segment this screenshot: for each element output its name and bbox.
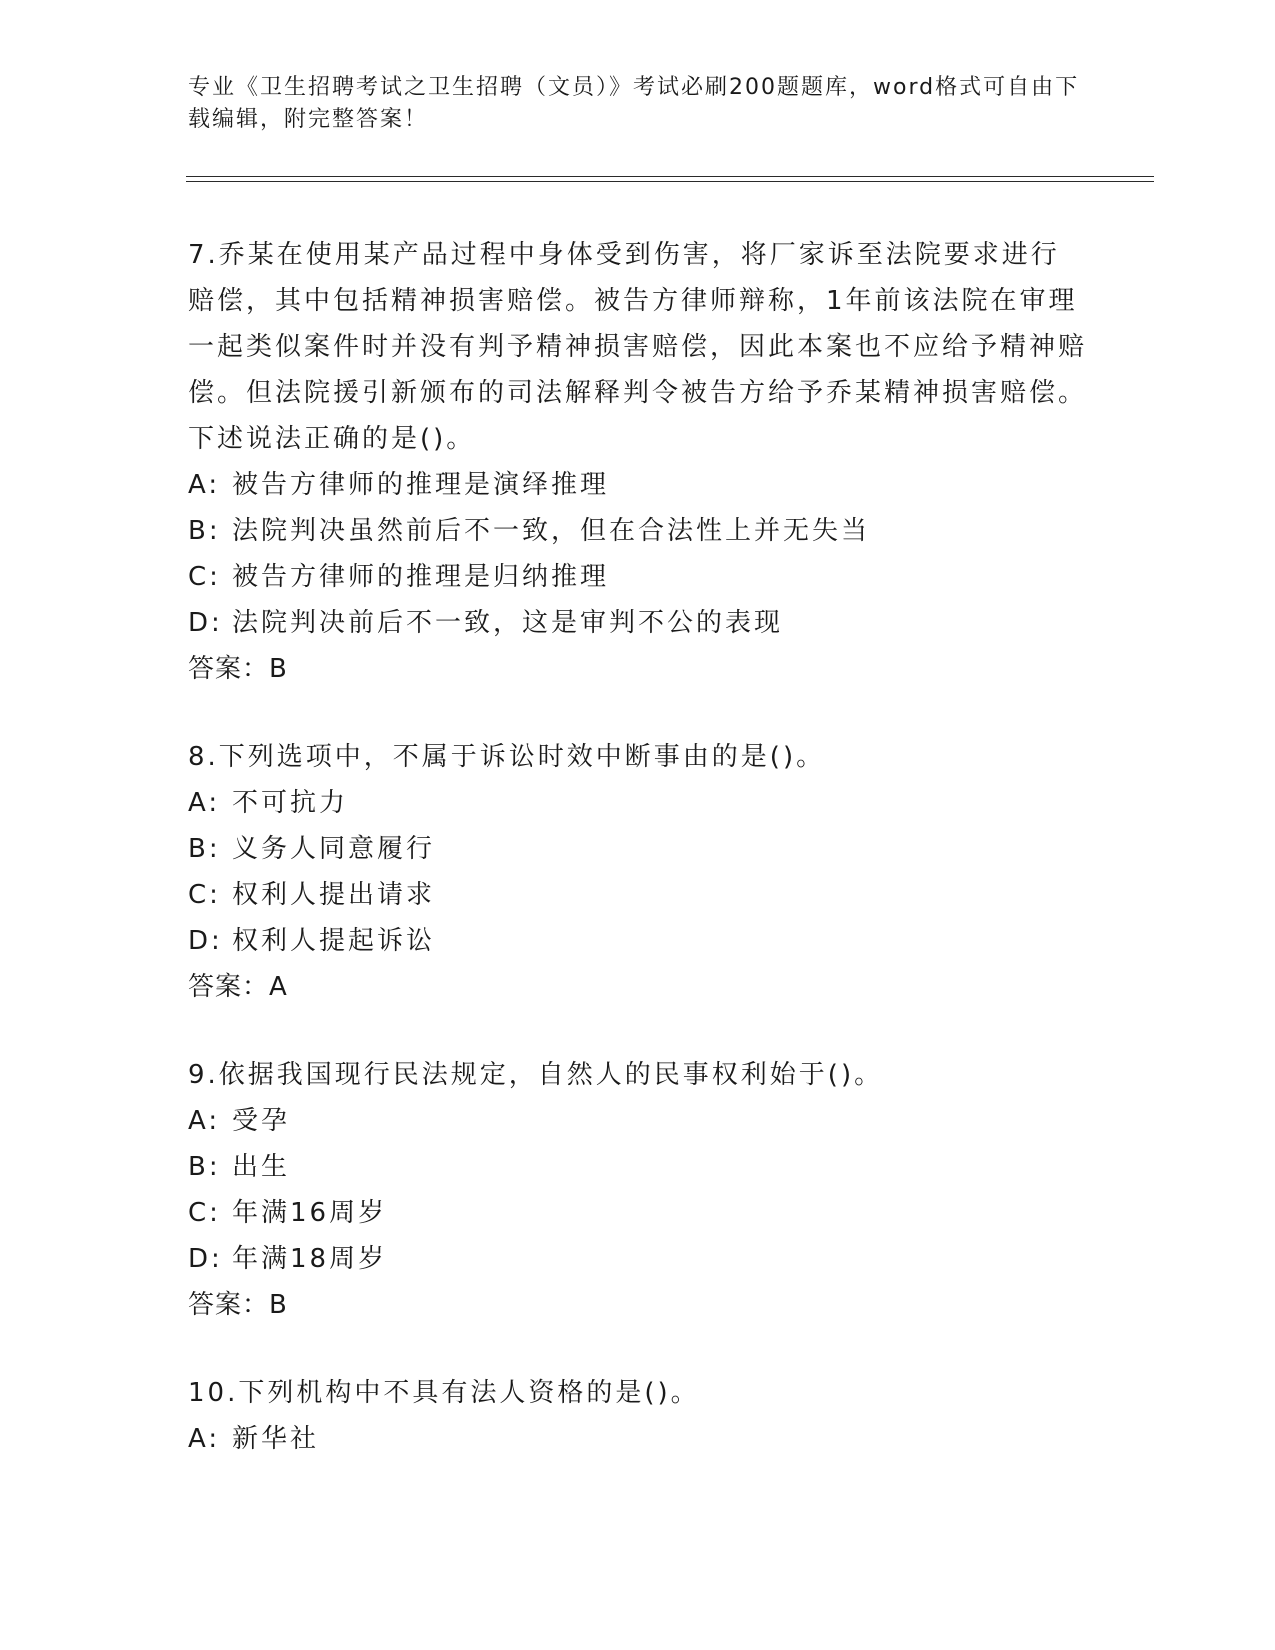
option-text: 义务人同意履行 bbox=[232, 834, 436, 864]
option-letter: A: bbox=[188, 1424, 221, 1454]
option-text: 新华社 bbox=[232, 1424, 320, 1454]
option-b bbox=[188, 508, 1088, 554]
option-a bbox=[188, 780, 1088, 826]
option-b bbox=[188, 826, 1088, 872]
answer: 答案：B bbox=[188, 654, 288, 684]
option-letter: C: bbox=[188, 1198, 221, 1228]
question-stem: 9.依据我国现行民法规定，自然人的民事权利始于()。 bbox=[188, 1060, 884, 1090]
option-letter: A: bbox=[188, 1106, 221, 1136]
option-text: 法院判决虽然前后不一致，但在合法性上并无失当 bbox=[232, 516, 871, 546]
option-b bbox=[188, 1144, 1088, 1190]
question-stem: 10.下列机构中不具有法人资格的是()。 bbox=[188, 1378, 700, 1408]
question-8 bbox=[188, 734, 1088, 1010]
option-text: 权利人提起诉讼 bbox=[232, 926, 436, 956]
option-text: 权利人提出请求 bbox=[232, 880, 436, 910]
option-d bbox=[188, 1236, 1088, 1282]
answer: 答案：B bbox=[188, 1290, 288, 1320]
option-text: 年满16周岁 bbox=[232, 1198, 388, 1228]
question-stem: 8.下列选项中，不属于诉讼时效中断事由的是()。 bbox=[188, 742, 826, 772]
document-header: 专业《卫生招聘考试之卫生招聘（文员）》考试必刷200题题库，word格式可自由下载编辑，附完整答案！ bbox=[188, 75, 1080, 132]
question-9 bbox=[188, 1052, 1088, 1328]
question-stem: 7.乔某在使用某产品过程中身体受到伤害，将厂家诉至法院要求进行赔偿，其中包括精神损害赔偿。被告方律师辩称，1年前该法院在审理一起类似案件时并没有判予精神损害赔偿，因此本案也不应给予精神赔偿。但法院援引新颁布的司法解释判令被告方给予乔某精神损害赔偿。下述说法正确的是()。 bbox=[188, 240, 1088, 454]
option-a bbox=[188, 1098, 1088, 1144]
option-letter: B: bbox=[188, 1152, 221, 1182]
option-a bbox=[188, 1416, 1088, 1462]
option-d bbox=[188, 918, 1088, 964]
option-c bbox=[188, 554, 1088, 600]
option-letter: C: bbox=[188, 562, 221, 592]
option-letter: C: bbox=[188, 880, 221, 910]
option-letter: A: bbox=[188, 788, 221, 818]
option-a bbox=[188, 462, 1088, 508]
option-text: 法院判决前后不一致，这是审判不公的表现 bbox=[232, 608, 784, 638]
header-divider-bottom bbox=[186, 181, 1154, 182]
option-c bbox=[188, 872, 1088, 918]
option-text: 年满18周岁 bbox=[232, 1244, 388, 1274]
option-text: 被告方律师的推理是归纳推理 bbox=[232, 562, 610, 592]
option-letter: A: bbox=[188, 470, 221, 500]
option-text: 不可抗力 bbox=[232, 788, 349, 818]
option-letter: D: bbox=[188, 608, 223, 638]
option-letter: B: bbox=[188, 834, 221, 864]
option-c bbox=[188, 1190, 1088, 1236]
option-text: 被告方律师的推理是演绎推理 bbox=[232, 470, 610, 500]
question-7 bbox=[188, 232, 1088, 692]
question-10 bbox=[188, 1370, 1088, 1462]
option-letter: D: bbox=[188, 1244, 223, 1274]
option-letter: B: bbox=[188, 516, 221, 546]
header-divider-top bbox=[186, 176, 1154, 177]
option-text: 受孕 bbox=[232, 1106, 291, 1136]
answer: 答案：A bbox=[188, 972, 288, 1002]
option-text: 出生 bbox=[232, 1152, 291, 1182]
option-d bbox=[188, 600, 1088, 646]
option-letter: D: bbox=[188, 926, 223, 956]
